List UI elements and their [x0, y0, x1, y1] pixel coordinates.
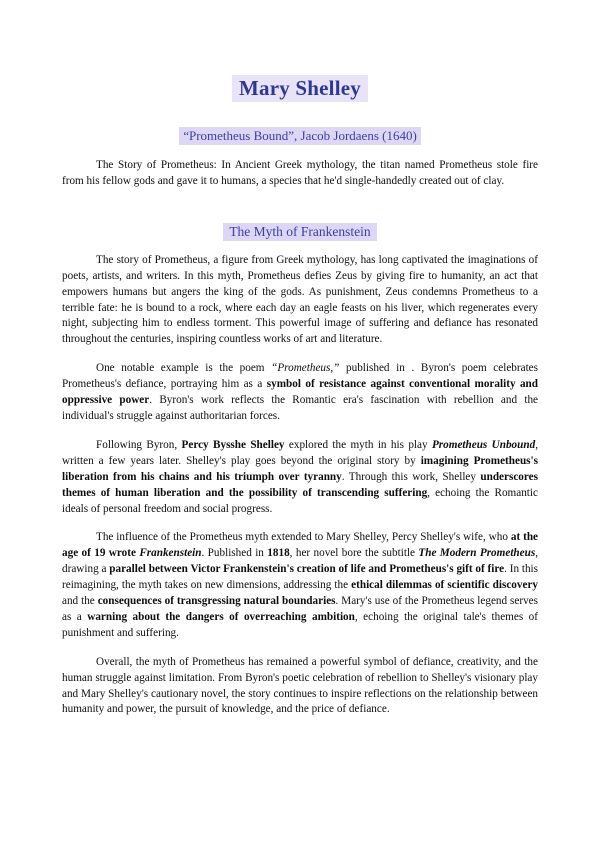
intro-paragraph: The Story of Prometheus: In Ancient Greek mythology, the titan named Prometheus stole fire from his fellow gods and gave it to humans, a species that he'd single-handedly created out of clay.	[62, 159, 538, 187]
para-byron-poem: One notable example is the poem “Prometheus,” published in . Byron's poem celebrates Prometheus's defiance, portraying him as a symbol of resistance against conventional morality and oppressive power. Byron's work reflects the Romantic era's fascination with rebellion and the individual's struggle against authoritarian forces.	[62, 362, 539, 422]
document-subtitle	[62, 128, 538, 144]
para-percy-shelley: Following Byron, Percy Bysshe Shelley explored the myth in his play Prometheus Unbound, written a few years later. Shelley's play goes beyond the original story by imagining Prometheus's liberation from his chains and his triumph over tyranny. Through this work, Shelley underscores themes of human liberation and the possibility of transcending suffering, echoing the Romantic ideals of personal freedom and social progress.	[62, 438, 538, 515]
body-paragraphs	[62, 253, 538, 719]
page-title	[62, 76, 538, 101]
para-prometheus-myth: The story of Prometheus, a figure from Greek mythology, has long captivated the imaginations of poets, artists, and writers. In this myth, Prometheus defies Zeus by giving fire to humanity, an act that empowers humans but angers the king of the gods. As punishment, Zeus condemns Prometheus to a terrible fate: he is bound to a rock, where each day an eagle feasts on his liver, which regenerates every night, subjecting him to endless torment. This powerful image of suffering and defiance has resonated throughout the centuries, inspiring countless works of art and literature.	[62, 253, 538, 346]
section-heading	[62, 224, 538, 240]
section-heading-text: The Myth of Frankenstein	[223, 223, 376, 241]
page-title-text: Mary Shelley	[232, 75, 368, 102]
para-overall: Overall, the myth of Prometheus has remained a powerful symbol of defiance, creativity, and the human struggle against limitation. From Byron's poetic celebration of rebellion to Shelley's visionary play and Mary Shelley's cautionary novel, the story continues to inspire reflections on the relationship between humanity and power, the pursuit of knowledge, and the price of defiance.	[62, 655, 538, 716]
document-subtitle-text: “Prometheus Bound”, Jacob Jordaens (1640)	[179, 127, 421, 145]
para-mary-shelley: The influence of the Prometheus myth extended to Mary Shelley, Percy Shelley's wife, who at the age of 19 wrote Frankenstein. Published in 1818, her novel bore the subtitle The Modern Prometheus, drawing a parallel between Victor Frankenstein's creation of life and Prometheus's gift of fire. In this reimagining, the myth takes on new dimensions, addressing the ethical dilemmas of scientific discovery and the consequences of transgressing natural boundaries. Mary's use of the Prometheus legend serves as a warning about the dangers of overreaching ambition, echoing the original tale's themes of punishment and suffering.	[62, 531, 539, 639]
